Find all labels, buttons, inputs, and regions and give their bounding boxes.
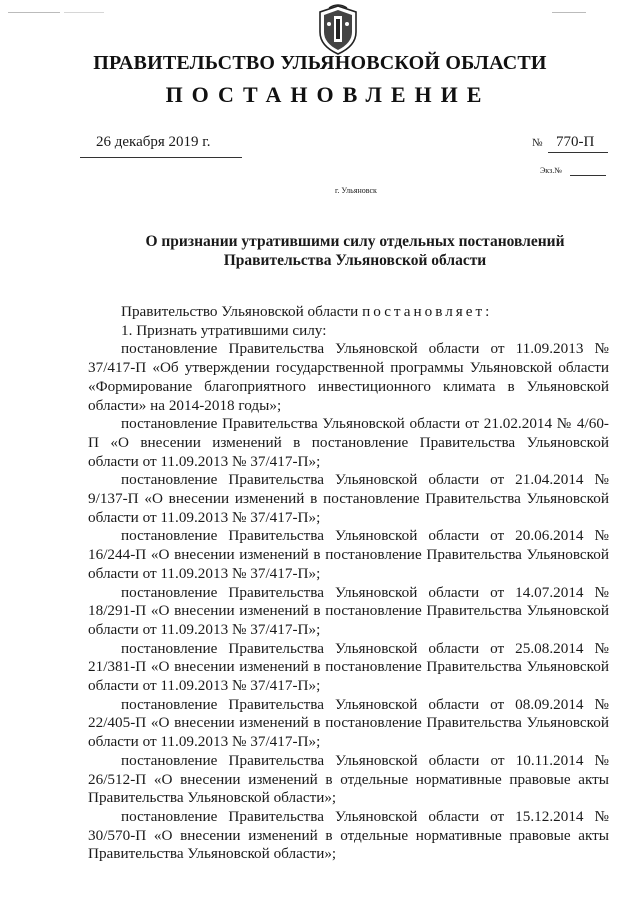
item-1: 1. Признать утратившими силу: — [121, 321, 327, 339]
intro-paragraph — [88, 303, 609, 322]
copy-underline — [570, 175, 606, 176]
list-item: постановление Правительства Ульяновской области от 10.11.2014 № 26/512-П «О внесении изменений в отдельные нормативные правовые акты Правительства Ульяновской области»; — [88, 751, 609, 807]
document-number: 770-П — [556, 134, 595, 150]
document-body — [88, 303, 609, 864]
scan-mark-left — [8, 12, 60, 13]
document-title — [90, 232, 620, 270]
copy-label: Экз.№ — [540, 166, 562, 175]
scan-mark-left-faint — [64, 12, 104, 13]
list-item: постановление Правительства Ульяновской области от 21.04.2014 № 9/137-П «О внесении изменений в постановление Правительства Ульяновской области от 11.09.2013 № 37/417-П»; — [88, 471, 609, 526]
list-item: постановление Правительства Ульяновской области от 11.09.2013 № 37/417-П «Об утверждении государственной программы Ульяновской области «Формирование благоприятного инвестиционного климата в Ульяновской области» на 2014-2018 годы»; — [88, 340, 609, 414]
list-item: постановление Правительства Ульяновской области от 21.02.2014 № 4/60-П «О внесении изменений в постановление Правительства Ульяновской области от 11.09.2013 № 37/417-П»; — [88, 415, 609, 470]
list-item: постановление Правительства Ульяновской области от 20.06.2014 № 16/244-П «О внесении изменений в постановление Правительства Ульяновской области от 11.09.2013 № 37/417-П»; — [88, 527, 609, 582]
number-underline — [548, 152, 608, 153]
number-sign: № — [532, 137, 543, 149]
intro-verb: постановляет: — [362, 303, 493, 320]
title-line-1: О признании утратившими силу отдельных постановлений — [145, 233, 565, 250]
list-item: постановление Правительства Ульяновской области от 25.08.2014 № 21/381-П «О внесении изменений в постановление Правительства Ульяновской области от 11.09.2013 № 37/417-П»; — [88, 639, 609, 695]
document-date: 26 декабря 2019 г. — [96, 134, 211, 150]
document-type: ПОСТАНОВЛЕНИЕ — [165, 82, 491, 107]
list-item: постановление Правительства Ульяновской области от 15.12.2014 № 30/570-П «О внесении изменений в отдельные нормативные правовые акты Правительства Ульяновской области»; — [88, 807, 609, 863]
intro-prefix: Правительство Ульяновской области — [121, 303, 359, 320]
city: г. Ульяновск — [335, 186, 377, 195]
scan-mark-right — [552, 12, 586, 13]
date-underline — [80, 157, 242, 158]
government-name: ПРАВИТЕЛЬСТВО УЛЬЯНОВСКОЙ ОБЛАСТИ — [93, 52, 547, 74]
title-line-2: Правительства Ульяновской области — [223, 252, 487, 269]
coat-of-arms-icon — [315, 4, 361, 56]
list-item: постановление Правительства Ульяновской области от 14.07.2014 № 18/291-П «О внесении изменений в постановление Правительства Ульяновской области от 11.09.2013 № 37/417-П»; — [88, 583, 609, 638]
list-item: постановление Правительства Ульяновской области от 08.09.2014 № 22/405-П «О внесении изменений в постановление Правительства Ульяновской области от 11.09.2013 № 37/417-П»; — [88, 695, 609, 751]
